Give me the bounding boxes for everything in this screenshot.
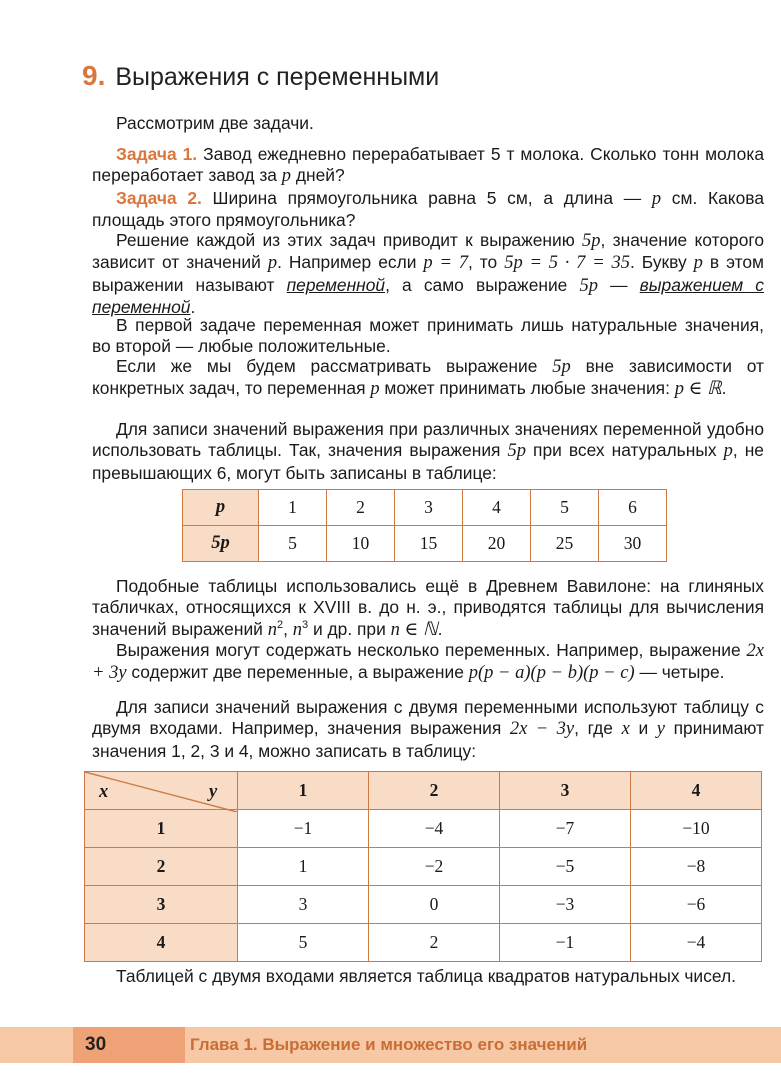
- section-heading: [82, 60, 439, 92]
- text: , а само выражение: [385, 274, 580, 295]
- squares-paragraph: Таблицей с двумя входами является таблица квадратов натуральных чисел.: [116, 966, 736, 986]
- table-cell: −3: [500, 886, 631, 924]
- table-cell: −1: [500, 924, 631, 962]
- task2-variable: p: [651, 189, 662, 209]
- domains-block: [92, 315, 764, 358]
- column-header: 4: [631, 772, 762, 810]
- solution-paragraph: [92, 230, 764, 318]
- text: Для записи значений выражения при различных значениях переменной удобно использовать таблицы. Так, значения выражения: [92, 419, 764, 461]
- table-cell: 30: [599, 526, 667, 562]
- text: .: [437, 618, 443, 639]
- text: , где: [574, 718, 622, 739]
- expression: n ∈ ℕ: [390, 619, 438, 640]
- row-header-5p: 5p: [183, 526, 259, 562]
- table-header-row: [85, 772, 762, 810]
- text: Решение каждой из этих задач приводит к выражению: [116, 230, 583, 250]
- table-row: [183, 526, 667, 562]
- exponent: 2: [276, 618, 284, 631]
- expression: n: [267, 619, 277, 640]
- two-input-table: [84, 771, 762, 962]
- intro-block: [92, 113, 764, 134]
- task2-block: [92, 188, 764, 232]
- expression: p: [370, 379, 380, 400]
- table-cell: −1: [238, 810, 369, 848]
- table-cell: 3: [395, 490, 463, 526]
- expression: p: [267, 253, 278, 274]
- text: . Букву: [629, 252, 694, 273]
- row-header: 1: [85, 810, 238, 848]
- expression: p: [693, 253, 703, 274]
- tables-paragraph: [92, 419, 764, 484]
- table-cell: 15: [395, 526, 463, 562]
- table-cell: 25: [531, 526, 599, 562]
- text: —: [598, 274, 640, 295]
- exponent: 3: [302, 618, 309, 631]
- text: , не превышающих 6, могут быть записаны в таблице:: [92, 440, 764, 483]
- domains-paragraph: В первой задаче переменная может принимать лишь натуральные значения, во второй — любые положительные.: [92, 315, 764, 357]
- expression: 2x − 3y: [509, 719, 575, 740]
- table-cell: −7: [500, 810, 631, 848]
- expression: p: [723, 441, 733, 462]
- table-row: [85, 924, 762, 962]
- text: Если же мы будем рассматривать выражение: [116, 356, 553, 376]
- column-header: 1: [238, 772, 369, 810]
- squares-block: [92, 966, 764, 987]
- expression: 2x + 3y: [92, 641, 764, 684]
- text: . Например если: [277, 252, 424, 273]
- expression: p = 7: [423, 253, 468, 274]
- table-cell: −8: [631, 848, 762, 886]
- babylon-block: [92, 576, 764, 641]
- expression: p ∈ ℝ: [674, 379, 722, 400]
- task1-variable: p: [281, 166, 292, 187]
- table-row: [85, 886, 762, 924]
- task2-label: Задача 2.: [116, 188, 202, 208]
- table-cell: 6: [599, 490, 667, 526]
- text: при всех натуральных: [526, 440, 724, 461]
- column-header: 3: [500, 772, 631, 810]
- page-number: 30: [73, 1027, 185, 1063]
- expression: n: [292, 619, 303, 640]
- table-cell: 5: [238, 924, 369, 962]
- section-title: Выражения с переменными: [115, 63, 440, 91]
- table-cell: −6: [631, 886, 762, 924]
- table-row: [85, 810, 762, 848]
- table-cell: 5: [531, 490, 599, 526]
- table-cell: −10: [631, 810, 762, 848]
- row-header-p: p: [183, 490, 259, 526]
- expression: p(p − a)(p − b)(p − c): [468, 663, 635, 684]
- text: ,: [283, 618, 293, 639]
- expression: 5p: [579, 275, 598, 296]
- expression: 5p: [507, 441, 526, 462]
- term-expression-with-variable: выражением с переменной: [92, 274, 764, 317]
- section-number: 9.: [82, 60, 106, 91]
- table-cell: 1: [238, 848, 369, 886]
- text: вне зависимости от конкретных задач, то переменная: [92, 356, 764, 399]
- text: Выражения могут содержать несколько переменных. Например, выражение: [116, 640, 747, 660]
- row-header: 3: [85, 886, 238, 924]
- task2-text-end: см. Какова площадь этого прямоугольника?: [92, 188, 765, 231]
- any-values-block: [92, 356, 764, 401]
- task2-text: Ширина прямоугольника равна 5 см, а длина —: [201, 188, 652, 208]
- several-vars-paragraph: [92, 640, 764, 685]
- text: Для записи значений выражения с двумя переменными используют таблицу с двумя входами. Например, значения выражения: [92, 697, 764, 739]
- text: Подобные таблицы использовались ещё в Древнем Вавилоне: на глиняных табличках, относящихся к XVIII в. до н. э., приводятся таблицы для вычисления значений выражений: [92, 576, 764, 639]
- intro-paragraph: Рассмотрим две задачи.: [116, 113, 314, 133]
- several-vars-block: [92, 640, 764, 685]
- tables-block: [92, 419, 764, 484]
- column-header: 2: [369, 772, 500, 810]
- any-values-paragraph: [92, 356, 764, 401]
- expression: 5p = 5 · 7 = 35: [504, 253, 630, 274]
- corner-cell: [85, 772, 238, 810]
- text: .: [190, 296, 196, 317]
- task1-label: Задача 1.: [116, 144, 198, 164]
- table-cell: −5: [500, 848, 631, 886]
- values-table-5p: [182, 489, 667, 562]
- table-cell: 4: [463, 490, 531, 526]
- babylon-paragraph: [92, 576, 764, 641]
- text: в этом выражении называют: [92, 252, 765, 295]
- corner-x-label: x: [99, 782, 109, 802]
- table-cell: 10: [327, 526, 395, 562]
- corner-y-label: y: [209, 782, 218, 802]
- task1-paragraph: [92, 144, 764, 188]
- text: , значение которого зависит от значений: [92, 230, 764, 273]
- table-cell: 2: [369, 924, 500, 962]
- table-cell: 2: [327, 490, 395, 526]
- table-row: [183, 490, 667, 526]
- table-cell: 20: [463, 526, 531, 562]
- table-cell: 5: [259, 526, 327, 562]
- text: и: [629, 718, 657, 739]
- row-header: 2: [85, 848, 238, 886]
- term-variable: переменной: [286, 274, 386, 295]
- text: и др. при: [308, 618, 391, 639]
- solution-block: [92, 230, 764, 318]
- expression: x: [621, 719, 630, 740]
- two-input-block: [92, 697, 764, 762]
- text: .: [721, 378, 727, 399]
- table-cell: −2: [369, 848, 500, 886]
- expression: 5p: [582, 231, 601, 251]
- task2-paragraph: [92, 188, 764, 232]
- text: — четыре.: [634, 662, 725, 683]
- row-header: 4: [85, 924, 238, 962]
- expression: y: [656, 719, 665, 740]
- task1-text-end: дней?: [291, 165, 345, 186]
- table-cell: 1: [259, 490, 327, 526]
- expression: 5p: [552, 357, 571, 377]
- text: может принимать любые значения:: [379, 378, 675, 399]
- text: , то: [467, 252, 505, 273]
- table-row: [85, 848, 762, 886]
- text: принимают значения 1, 2, 3 и 4, можно записать в таблицу:: [92, 718, 764, 761]
- table-cell: 3: [238, 886, 369, 924]
- table-cell: 0: [369, 886, 500, 924]
- chapter-title: Глава 1. Выражение и множество его значений: [190, 1035, 588, 1054]
- task1-text: Завод ежедневно перерабатывает 5 т молока. Сколько тонн молока переработает завод за: [92, 144, 764, 186]
- two-input-paragraph: [92, 697, 764, 762]
- table-cell: −4: [631, 924, 762, 962]
- task1-block: [92, 144, 764, 188]
- table-cell: −4: [369, 810, 500, 848]
- text: содержит две переменные, а выражение: [126, 662, 469, 683]
